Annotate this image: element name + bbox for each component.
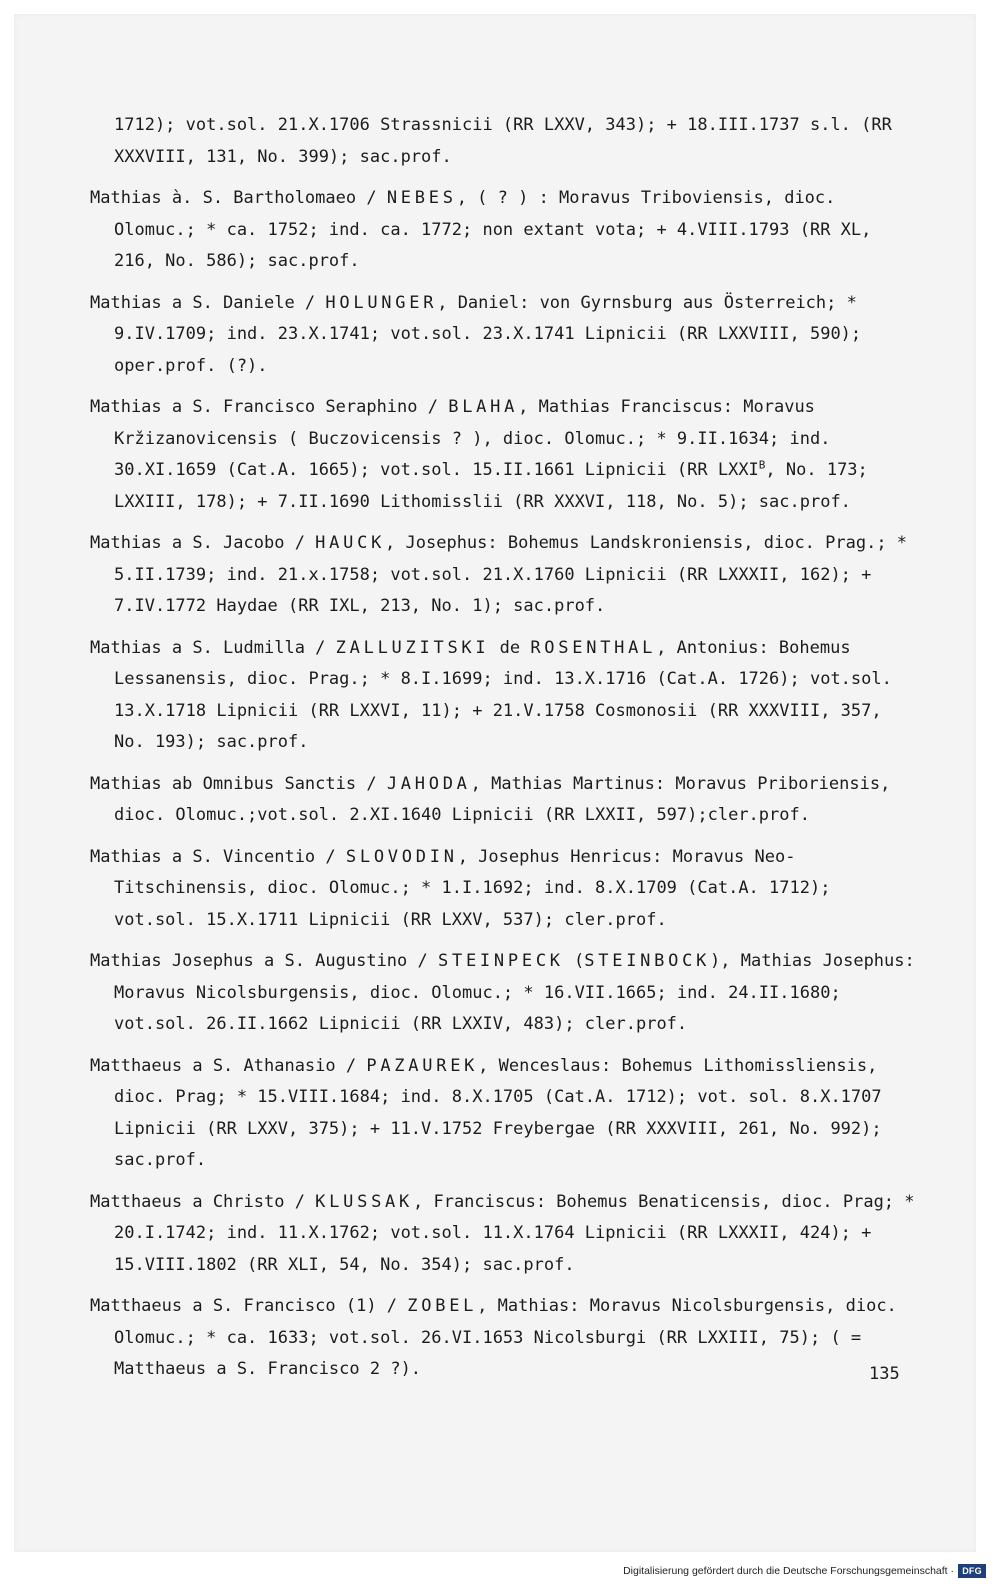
entry-holunger (90, 288, 920, 383)
entry-surname-2: STEINBOCK (584, 951, 711, 971)
entry-surname: ZALLUZITSKI (335, 637, 490, 658)
entry-superscript: B (758, 458, 766, 472)
entry-head: Mathias ab Omnibus Sanctis / (90, 773, 387, 794)
entry-surname: SLOVODIN (345, 846, 458, 867)
entry-head: Mathias a S. Ludmilla / (90, 637, 336, 658)
entry-head: Matthaeus a S. Francisco (1) / (90, 1296, 408, 1316)
entry-zobel (90, 1291, 920, 1386)
entry-steinpeck (90, 946, 920, 1041)
entry-text: ), Mathias Josephus: Moravus Nicolsburgensis, dioc. Olomuc.; * 16.VII.1665; ind. 24.II.1680; vot.sol. 26.II.1662 Lipnicii (RR LXXIV, 483); cler.prof. (114, 951, 915, 1034)
footer (623, 1560, 986, 1582)
footer-credit: Digitalisierung gefördert durch die Deutsche Forschungsgemeinschaft · (623, 1565, 954, 1577)
entry-continuation (90, 110, 920, 173)
entry-nebes (90, 183, 920, 278)
dfg-logo-icon: DFG (958, 1564, 986, 1578)
entry-surname-2: ROSENTHAL (530, 637, 657, 658)
entry-zalluzitski (90, 633, 920, 759)
entry-head: Mathias a S. Daniele / (90, 292, 326, 313)
entry-text: , Daniel: von Gyrnsburg aus Österreich; * 9.IV.1709; ind. 23.X.1741; vot.sol. 23.X.1741 Lipnicii (RR LXXVIII, 590); oper.prof. (?). (114, 292, 862, 376)
text-column (90, 110, 920, 1396)
entry-head: Matthaeus a Christo / (90, 1191, 316, 1212)
entry-text: , Josephus: Bohemus Landskroniensis, dioc. Prag.; * 5.II.1739; ind. 21.x.1758; vot.sol. 21.X.1760 Lipnicii (RR LXXXII, 162); + 7.IV.1772 Haydae (RR IXL, 213, No. 1); sac.prof. (114, 533, 908, 616)
entry-text: 1712); vot.sol. 21.X.1706 Strassnicii (RR LXXV, 343); + 18.III.1737 s.l. (RR XXXVIII, 131, No. 399); sac.prof. (114, 115, 892, 167)
entry-head: Mathias à. S. Bartholomaeo / (90, 188, 387, 208)
entry-surname: BLAHA (448, 397, 519, 417)
entry-mid: de (489, 637, 531, 658)
entry-jahoda (90, 769, 920, 832)
entry-surname: ZOBEL (407, 1296, 478, 1316)
entry-text-cont: , No. 173; LXXIII, 178); + 7.II.1690 Lithomisslii (RR XXXVI, 118, No. 5); sac.prof. (114, 460, 868, 512)
entry-pazaurek (90, 1051, 920, 1177)
entry-text: , Franciscus: Bohemus Benaticensis, dioc. Prag; * 20.I.1742; ind. 11.X.1762; vot.sol. 11.X.1764 Lipnicii (RR LXXXII, 424); + 15.VIII.1802 (RR XLI, 54, No. 354); sac.prof. (114, 1191, 915, 1275)
entry-text: , Mathias Martinus: Moravus Priboriensis, dioc. Olomuc.;vot.sol. 2.XI.1640 Lipnicii (RR LXXII, 597);cler.prof. (114, 773, 891, 825)
entry-head: Mathias a S. Vincentio / (90, 846, 346, 867)
entry-mid: ( (563, 951, 585, 971)
entry-blaha (90, 392, 920, 518)
entry-surname: JAHODA (386, 773, 471, 794)
entry-head: Mathias Josephus a S. Augustino / (90, 951, 438, 971)
entry-head: Matthaeus a S. Athanasio / (90, 1055, 367, 1076)
scanned-page (14, 14, 976, 1552)
entry-text: , ( ? ) : Moravus Triboviensis, dioc. Olomuc.; * ca. 1752; ind. ca. 1772; non extant vota; + 4.VIII.1793 (RR XL, 216, No. 586); sac.prof. (114, 188, 872, 271)
entry-surname: KLUSSAK (315, 1191, 413, 1212)
entry-surname: HOLUNGER (325, 292, 438, 313)
entry-surname: NEBES (386, 188, 457, 208)
entry-surname: STEINPECK (438, 951, 564, 971)
entry-text: , Antonius: Bohemus Lessanensis, dioc. Prag.; * 8.I.1699; ind. 13.X.1716 (Cat.A. 1726); vot.sol. 13.X.1718 Lipnicii (RR LXXVI, 11); + 21.V.1758 Cosmonosii (RR XXXVIII, 357, No. 193); sac.prof. (114, 637, 892, 752)
entry-surname: PAZAUREK (366, 1055, 479, 1076)
entry-text: , Mathias: Moravus Nicolsburgensis, dioc. Olomuc.; * ca. 1633; vot.sol. 26.VI.1653 Nicolsburgi (RR LXXIII, 75); ( = Matthaeus a S. Francisco 2 ?). (114, 1296, 897, 1379)
entry-klussak (90, 1187, 920, 1282)
entry-text: , Wenceslaus: Bohemus Lithomissliensis, dioc. Prag; * 15.VIII.1684; ind. 8.X.1705 (Cat.A. 1712); vot. sol. 8.X.1707 Lipnicii (RR LXXV, 375); + 11.V.1752 Freybergae (RR XXXVIII, 261, No. 992); sac.prof. (114, 1055, 882, 1170)
page-number: 135 (869, 1364, 900, 1384)
entry-head: Mathias a S. Jacobo / (90, 533, 316, 553)
entry-head: Mathias a S. Francisco Seraphino / (90, 397, 449, 417)
entry-surname: HAUCK (315, 533, 386, 553)
entry-hauck (90, 528, 920, 623)
entry-text: , Mathias Franciscus: Moravus Kržizanovicensis ( Buczovicensis ? ), dioc. Olomuc.; * 9.II.1634; ind. 30.XI.1659 (Cat.A. 1665); vot.sol. 15.II.1661 Lipnicii (RR LXXI (114, 397, 831, 480)
entry-slovodin (90, 842, 920, 937)
entry-text: , Josephus Henricus: Moravus Neo-Titschinensis, dioc. Olomuc.; * 1.I.1692; ind. 8.X.1709 (Cat.A. 1712); vot.sol. 15.X.1711 Lipnicii (RR LXXV, 537); cler.prof. (114, 846, 831, 930)
